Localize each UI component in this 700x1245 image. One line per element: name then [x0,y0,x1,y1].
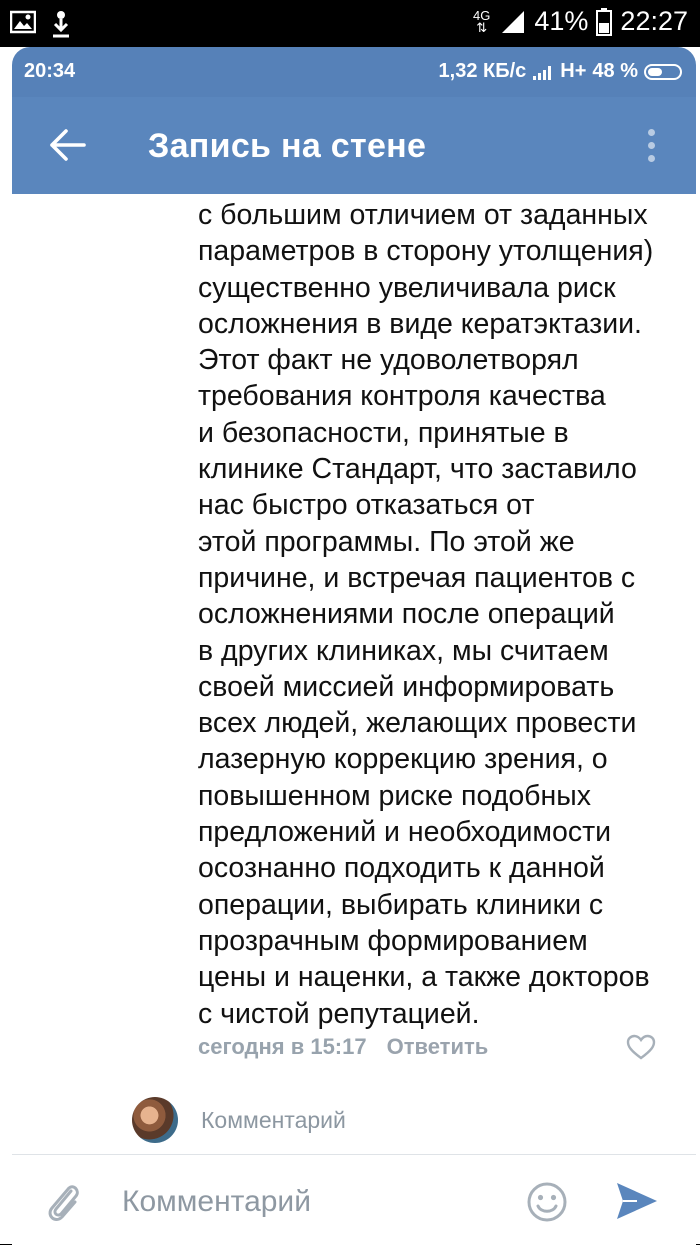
app-battery-percent: 48 % [592,60,638,82]
comment-line: своей миссией информировать [198,670,615,703]
comment-line: Этот факт не удоволетворял [198,344,579,377]
avatar [132,1097,178,1143]
smile-icon[interactable] [526,1181,568,1223]
comment-input[interactable] [120,1179,504,1225]
comment-line: требования контроля качества [198,380,606,413]
battery-level-icon [644,64,682,80]
comment-line: клинике Стандарт, что заставило [198,453,637,486]
app-status-time: 20:34 [24,60,76,82]
comment-line: существенно увеличивала риск [198,271,616,304]
heart-icon[interactable] [626,1034,656,1060]
comment-line: в других клиниках, мы считаем [198,634,609,667]
app-toolbar [12,97,696,194]
comment-timestamp: сегодня в 15:17 [198,1034,367,1059]
network-speed: 1,32 КБ/с [438,60,527,82]
comment-line: осложнения в виде кератэктазии. [198,307,642,340]
comment-line: параметров в сторону утолщения) [198,235,654,268]
comment-meta [198,1034,488,1060]
network-type-indicator: 4G ⇅ [473,7,491,35]
comment-line: и безопасности, принятые в [198,416,569,449]
comment-line: осложнениями после операций [198,598,615,631]
comment-text [198,197,668,1032]
comment-line: лазерную коррекцию зрения, о [198,743,608,776]
notification-icons [10,10,72,38]
comment-line: с чистой репутацией. [198,997,480,1030]
download-notification-icon [50,10,72,38]
system-status-bar [0,0,700,47]
comment-input-bar [12,1154,696,1245]
system-time: 22:27 [620,6,688,36]
screenshot-frame [0,47,700,1244]
battery-percent: 41% [534,6,589,36]
comment-line: повышенном риске подобных [198,779,591,812]
arrow-left-icon[interactable] [48,127,88,163]
more-dot [648,129,655,136]
more-dot [648,142,655,149]
write-comment-placeholder[interactable]: Комментарий [201,1107,346,1133]
comment-line: нас быстро отказаться от [198,489,535,522]
comment-line: предложений и необходимости [198,816,612,849]
reply-button[interactable]: Ответить [386,1034,489,1059]
signal-bars-icon [532,64,554,80]
app-status-bar [12,47,696,97]
gallery-notification-icon [10,10,36,34]
comment-line: операции, выбирать клиники с [198,888,604,921]
paperclip-icon[interactable] [44,1179,82,1223]
comment-line: с большим отличием от заданных [198,199,648,231]
comment-line: этой программы. По этой же [198,525,575,558]
battery-level-fill [648,68,662,76]
comment-line: прозрачным формированием [198,924,588,957]
page-title: Запись на стене [148,127,427,165]
comment-line: осознанно подходить к данной [198,852,605,885]
signal-icon [500,9,526,35]
network-type: H+ [560,60,587,82]
send-icon[interactable] [615,1181,659,1221]
battery-icon [596,8,612,36]
more-dot [648,155,655,162]
more-vertical-icon[interactable] [646,129,656,163]
comment-line: всех людей, желающих провести [198,707,637,740]
comment-line: причине, и встречая пациентов с [198,561,636,594]
comment-line: цены и наценки, а также докторов [198,961,650,994]
